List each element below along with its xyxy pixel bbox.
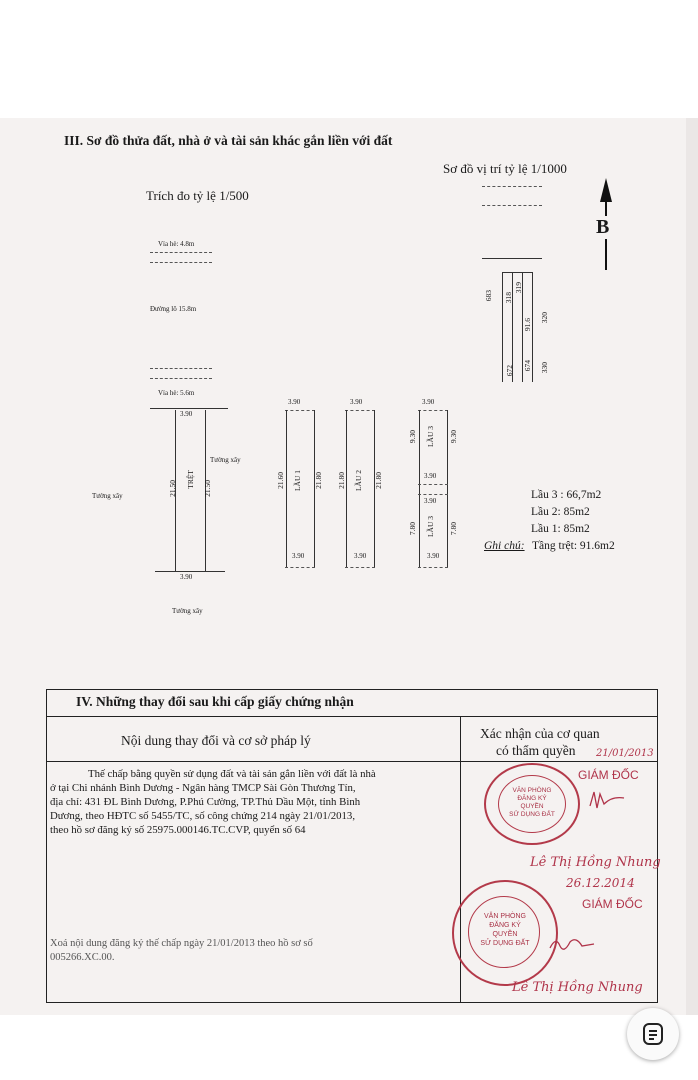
reader-menu-button[interactable] (627, 1008, 679, 1060)
loc-parcel-line (502, 272, 532, 273)
signature1-icon (588, 788, 628, 812)
entry1-line: Dương, theo HĐTC số 5455/TC, số công chứng 214 ngày 21/01/2013, (50, 810, 356, 822)
sidewalk-bottom-label: Vỉa hè: 5.6m (158, 389, 195, 397)
floor3-edge (418, 567, 448, 568)
section3-title: III. Sơ đồ thửa đất, nhà ở và tài sản khác gắn liền với đất (64, 133, 393, 148)
entry2-line: 005266.XC.00. (50, 952, 115, 963)
col-confirm-header-1: Xác nhận của cơ quan (480, 726, 600, 741)
ground-width-top: 3.90 (180, 410, 193, 418)
floor2-label: LẦU 2 (354, 470, 363, 492)
floor3-width-bottom: 3.90 (427, 552, 440, 560)
entry1-line: Thế chấp bằng quyền sử dụng đất và tài sản gắn liền với đất là nhà (88, 768, 376, 780)
road-line (150, 378, 212, 379)
floor3-wall (447, 410, 448, 568)
floor3-width-mid-a: 3.90 (424, 472, 437, 480)
floor1-wall (314, 410, 315, 568)
floor3-label-a: LẦU 3 (426, 426, 435, 448)
floor3-edge (418, 494, 448, 495)
floor2-len-left: 21.80 (337, 472, 346, 489)
table-rule (46, 716, 658, 717)
entry1-line: địa chỉ: 431 ĐL Bình Dương, P.Phú Cường, TP.Thủ Dầu Một, tỉnh Bình (50, 796, 361, 808)
floor2-len-right: 21.80 (374, 472, 383, 489)
floor3-wall (419, 410, 420, 568)
floor1-len-left: 21.60 (276, 472, 285, 489)
area-floor3: Lầu 3 : 66,7m2 (531, 489, 602, 501)
floor3-edge (418, 484, 448, 485)
table-rule (46, 761, 658, 762)
date2: 26.12.2014 (566, 876, 635, 890)
location-scale: Sơ đồ vị trí tỷ lệ 1/1000 (443, 161, 567, 176)
director2: GIÁM ĐỐC (582, 897, 643, 911)
floor3-len-a-left: 9.30 (408, 430, 417, 444)
north-label: B (596, 216, 610, 238)
loc-road-line (482, 258, 542, 259)
floor2-edge (345, 410, 375, 411)
floor1-label: LẦU 1 (293, 470, 302, 492)
ground-len-right: 21.50 (203, 480, 212, 497)
official-stamp-icon: VĂN PHÒNG ĐĂNG KÝ QUYỀN SỬ DỤNG ĐẤT (452, 880, 558, 986)
floor1-edge (285, 567, 315, 568)
parcel-number: 330 (540, 362, 549, 374)
ground-len-left: 21.50 (168, 480, 177, 497)
floor2-wall (346, 410, 347, 568)
signer2: Lê Thị Hồng Nhung (512, 980, 643, 995)
parcel-number: 672 (505, 365, 514, 377)
col-content-header: Nội dung thay đổi và cơ sở pháp lý (121, 733, 311, 748)
floor1-edge (285, 410, 315, 411)
floor3-len-b-right: 7.80 (449, 522, 458, 536)
date1: 21/01/2013 (596, 748, 654, 759)
wall-left-label: Tường xây (92, 492, 123, 500)
entry2-line: Xoá nội dung đăng ký thế chấp ngày 21/01/2013 theo hồ sơ số (50, 938, 313, 949)
page-edge (686, 118, 698, 1015)
road-line (150, 252, 212, 253)
floor1-len-right: 21.80 (314, 472, 323, 489)
floor1-width-top: 3.90 (288, 398, 301, 406)
director1: GIÁM ĐỐC (578, 768, 639, 782)
road-line (150, 262, 212, 263)
road-label: Đường lô 15.8m (150, 305, 197, 313)
floor2-edge (345, 567, 375, 568)
signer1: Lê Thị Hồng Nhung (530, 855, 661, 870)
section4-title: IV. Những thay đổi sau khi cấp giấy chứng nhận (76, 694, 354, 709)
parcel-number: 319 (514, 282, 523, 294)
area-floor2: Lầu 2: 85m2 (531, 506, 590, 518)
parcel-number: 318 (504, 292, 513, 304)
parcel-number: 91.6 (523, 318, 532, 332)
parcel-number: 674 (523, 360, 532, 372)
floor3-len-a-right: 9.30 (449, 430, 458, 444)
ground-edge-bottom (155, 571, 225, 572)
wall-right-label: Tường xây (210, 456, 241, 464)
floor1-wall (286, 410, 287, 568)
note-ground: Tầng trệt: 91.6m2 (532, 540, 615, 552)
floor3-len-b-left: 7.80 (408, 522, 417, 536)
note-label: Ghi chú: (484, 540, 525, 552)
ground-width-bottom: 3.90 (180, 573, 193, 581)
entry1-line: ở tại Chi nhánh Bình Dương - Ngân hàng TMCP Sài Gòn Thương Tín, (50, 782, 356, 794)
wall-bottom-label: Tường xây (172, 607, 203, 615)
floor1-width-bottom: 3.90 (292, 552, 305, 560)
road-line (150, 368, 212, 369)
floor2-width-top: 3.90 (350, 398, 363, 406)
floor3-width-top: 3.90 (422, 398, 435, 406)
col-confirm-header-2: có thẩm quyền (496, 743, 576, 758)
reader-menu-icon (640, 1021, 666, 1047)
ground-label: TRỆT (186, 470, 195, 489)
extract-scale: Trích đo tỷ lệ 1/500 (146, 188, 249, 203)
parcel-number: 320 (540, 312, 549, 324)
entry1-line: theo hồ sơ đăng ký số 25975.000146.TC.CVP, quyển số 64 (50, 824, 306, 836)
floor3-width-mid-b: 3.90 (424, 497, 437, 505)
sidewalk-top-label: Vỉa hè: 4.8m (158, 240, 195, 248)
official-stamp-icon: VĂN PHÒNG ĐĂNG KÝ QUYỀN SỬ DỤNG ĐẤT (484, 763, 580, 845)
loc-road-line (482, 205, 542, 206)
loc-road-line (482, 186, 542, 187)
signature2-icon (548, 932, 598, 956)
parcel-number: 683 (484, 290, 493, 302)
floor2-width-bottom: 3.90 (354, 552, 367, 560)
road-edge (150, 408, 228, 409)
floor3-edge (418, 410, 448, 411)
loc-parcel-line (532, 272, 533, 382)
floor3-label-b: LẦU 3 (426, 516, 435, 538)
floor2-wall (374, 410, 375, 568)
loc-parcel-line (502, 272, 503, 382)
area-floor1: Lầu 1: 85m2 (531, 523, 590, 535)
